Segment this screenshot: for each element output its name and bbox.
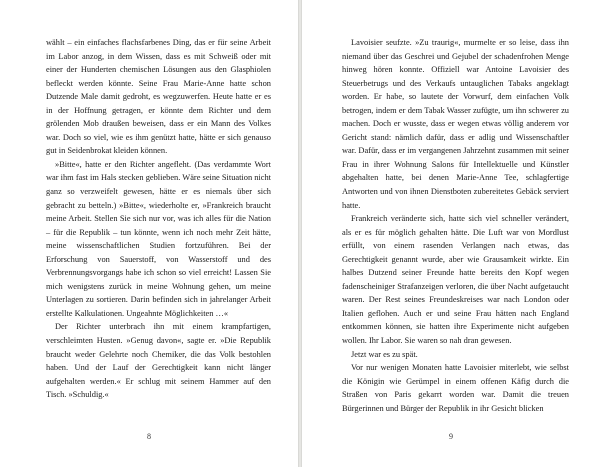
right-page xyxy=(301,0,600,467)
paragraph: Frankreich veränderte sich, hatte sich viel schneller verändert, als er es für möglich gehalten hätte. Die Luft war von Mordlust erfüllt, von einem rasenden Verlangen nach etwas, das Gerechtigkeit genannt wurde, aber wie Grausamkeit wirkte. Ein halbes Dutzend seiner Freunde hatte bereits den Kopf wegen fadenscheiniger Strafanzeigen verloren, die über Nacht aufgetaucht waren. Der Rest seines Freundeskreises war nach London oder Italien geflohen. Auch er und seine Frau hätten nach England entkommen können, sie hatten ihre Experimente nicht aufgeben wollen. Ihr Labor. Sie waren so nah dran gewesen. xyxy=(342,214,569,346)
right-text-block xyxy=(342,36,569,415)
paragraph: Vor nur wenigen Monaten hatte Lavoisier miterlebt, wie selbst die Königin wie Gerümpel in einem offenen Käfig durch die Straßen von Paris gekarrt worden war. Damit die treuen Bürgerinnen und Bürger der Republik in ihr Gesicht blicken xyxy=(342,363,569,413)
paragraph: »Bitte«, hatte er den Richter angefleht. (Das verdammte Wort war ihm fast im Hals stecken geblieben. Wäre seine Situation nicht ganz so verzweifelt gewesen, hätte er es niemals über sich gebracht zu betteln.) »Bitte«, wiederholte er, »Frankreich braucht meine Arbeit. Stellen Sie sich nur vor, was ich alles für die Nation – für die Republik – tun könnte, wenn ich noch mehr Zeit hätte, meine wissenschaftlichen Studien fortzuführen. Bei der Erforschung von Sauerstoff, von Wasserstoff und des Verbrennungsvorgangs habe ich schon so viel erreicht! Lassen Sie mich wenigstens zurück in meine Wohnung gehen, um meine Unterlagen zu sortieren. Darin befinden sich in jahrelanger Arbeit erstellte Kalkulationen. Ungeahnte Möglichkeiten …« xyxy=(46,159,271,318)
paragraph: Jetzt war es zu spät. xyxy=(351,349,418,359)
page-number: 9 xyxy=(449,432,453,441)
paragraph: Lavoisier seufzte. »Zu traurig«, murmelte er so leise, dass ihn niemand über das Geschrei und Gejubel der schadenfrohen Menge hinweg hören konnte. Offiziell war Antoine Lavoisier des Steuerbetrugs und des Verkaufs untauglichen Tabaks angeklagt worden. Er habe, so lautete der Vorwurf, dem einfachen Volk betrogen, indem er dem Tabak Wasser zufügte, um ihn schwerer zu machen. Doch er wusste, dass er wegen etwas völlig anderem vor Gericht stand: nämlich dafür, dass er adlig und Wissenschaftler war. Dafür, dass er im vergangenen Jahrzehnt zusammen mit seiner Frau in ihrer Wohnung Salons für Intellektuelle und Künstler abgehalten hatte, bei denen Marie-Anne Tee, schlagfertige Antworten und von ihnen Dienstboten zubereitetes Gebäck serviert hatte. xyxy=(342,38,569,210)
page-number: 8 xyxy=(147,432,151,441)
left-page xyxy=(0,0,299,467)
left-text-block xyxy=(46,36,271,402)
paragraph: wählt – ein einfaches flachsfarbenes Ding, das er für seine Arbeit im Labor anzog, in dem Wissen, dass es mit Schweiß oder mit einer der Hunderten chemischen Lösungen aus den Glasphiolen befleckt werden könnte. Seine Frau Marie-Anne hatte schon Dutzende Male damit gedroht, es wegzuwerfen. Heute hatte er es in der Hoffnung getragen, er könnte dem Richter und dem grölenden Mob draußen beweisen, dass er ein Mann des Volkes war. Doch so viel, wie es ihm genützt hatte, hätte er sich genauso gut in Seidenbrokat kleiden können. xyxy=(46,38,271,156)
paragraph: Der Richter unterbrach ihn mit einem krampfartigen, verschleimten Husten. »Genug davon«, sagte er. »Die Republik braucht weder Gelehrte noch Chemiker, die das Volk bestohlen haben. Und der Lauf der Gerechtigkeit kann nicht länger aufgehalten werden.« Er schlug mit seinem Hammer auf den Tisch. »Schuldig.« xyxy=(46,322,271,400)
